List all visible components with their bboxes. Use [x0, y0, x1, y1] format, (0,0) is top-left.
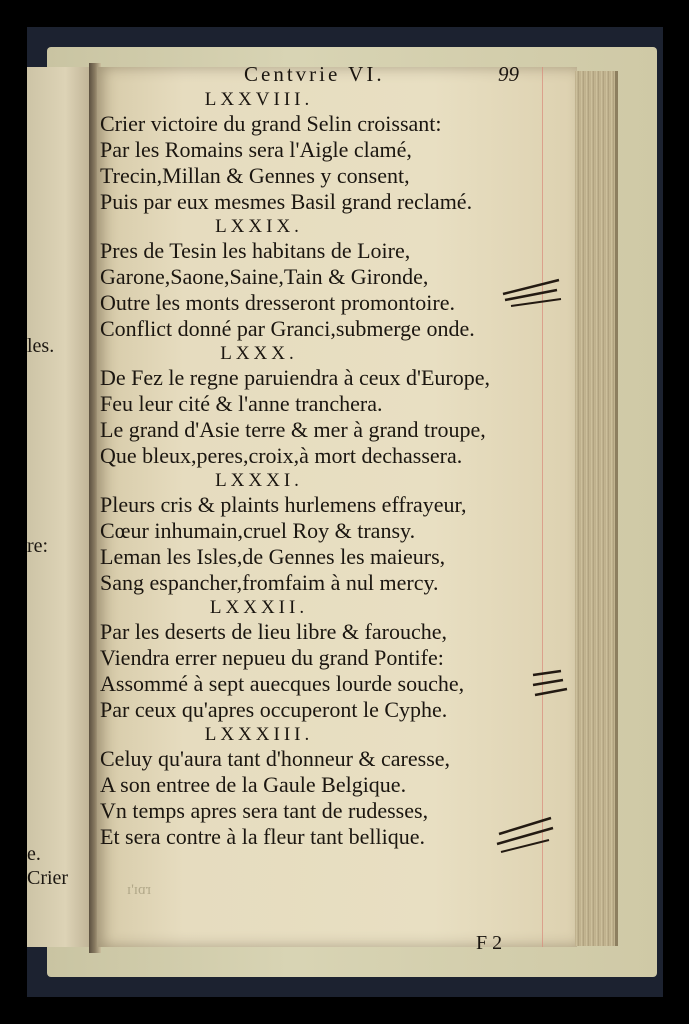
quatrain	[94, 469, 554, 596]
quatrain-numeral: LXXX.	[220, 343, 298, 364]
quatrain	[94, 342, 554, 469]
verse-line: Vn temps apres sera tant de rudesses,	[100, 798, 429, 823]
quatrain-numeral: LXXVIII.	[204, 89, 314, 110]
verse-line: Puis par eux mesmes Basil grand reclamé.	[100, 189, 473, 214]
verse-line: Garone,Saone,Saine,Tain & Gironde,	[100, 264, 429, 289]
verse-line: Feu leur cité & l'anne tranchera.	[100, 391, 383, 416]
quatrain-numeral: LXXXII.	[209, 597, 309, 618]
left-page	[27, 67, 93, 947]
verse-line: Que bleux,peres,croix,à mort dechassera.	[100, 443, 463, 468]
quatrain	[94, 723, 554, 850]
verse-line: Trecin,Millan & Gennes y consent,	[100, 163, 410, 188]
left-page-fragment: les.	[27, 335, 55, 357]
verse-line: Pleurs cris & plaints hurlemens effrayeur,	[100, 492, 467, 517]
verse-line: De Fez le regne paruiendra à ceux d'Europe,	[100, 365, 490, 390]
verse-line: Celuy qu'aura tant d'honneur & caresse,	[100, 746, 451, 771]
quatrain-numeral: LXXXI.	[215, 470, 303, 491]
verse-line: Par les deserts de lieu libre & farouche,	[100, 619, 447, 644]
bleed-through-text: rɒɪ'ɪ	[127, 882, 151, 898]
left-page-fragment: e.	[27, 843, 41, 865]
verse-line: Viendra errer nepueu du grand Pontife:	[100, 645, 444, 670]
verse-line: Et sera contre à la fleur tant bellique.	[100, 824, 425, 849]
verse-line: Leman les Isles,de Gennes les maieurs,	[100, 544, 446, 569]
running-title: Centvrie VI.	[244, 62, 385, 86]
quatrain-numeral: LXXXIII.	[204, 724, 314, 745]
verse-line: Outre les monts dresseront promontoire.	[100, 290, 455, 315]
verse-line: Conflict donné par Granci,submerge onde.	[100, 316, 475, 341]
verse-line: Le grand d'Asie terre & mer à grand troupe,	[100, 417, 486, 442]
quatrain-numeral: LXXIX.	[215, 216, 303, 237]
page-fore-edge	[575, 71, 618, 946]
running-header	[94, 62, 554, 88]
verse-line: Sang espancher,fromfaim à nul mercy.	[100, 570, 439, 595]
left-page-fragment: Crier	[27, 867, 69, 889]
verse-line: A son entree de la Gaule Belgique.	[100, 772, 407, 797]
verse-line: Crier victoire du grand Selin croissant:	[100, 111, 442, 136]
verse-line: Cœur inhumain,cruel Roy & transy.	[100, 518, 416, 543]
quatrain	[94, 215, 554, 342]
verse-line: Par les Romains sera l'Aigle clamé,	[100, 137, 412, 162]
quatrain	[94, 596, 554, 723]
verse-line: Pres de Tesin les habitans de Loire,	[100, 238, 411, 263]
quatrain	[94, 88, 554, 215]
printer-signature-mark: F 2	[476, 932, 503, 954]
page-number: 99	[498, 62, 519, 86]
left-page-fragment: re:	[27, 535, 49, 557]
verse-line: Assommé à sept auecques lourde souche,	[100, 671, 465, 696]
verse-line: Par ceux qu'apres occuperont le Cyphe.	[100, 697, 448, 722]
